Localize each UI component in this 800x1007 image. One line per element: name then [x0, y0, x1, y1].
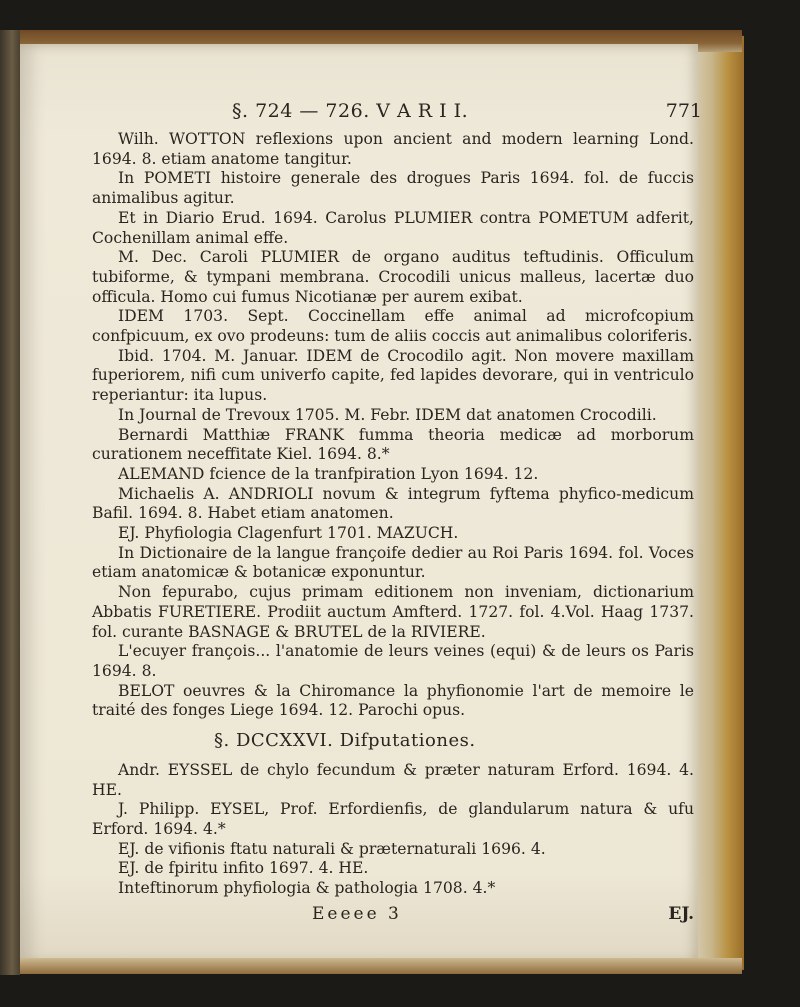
page-stack-edge	[692, 36, 744, 970]
running-header	[92, 100, 702, 126]
paragraph: IDEM 1703. Sept. Coccinellam effe animal ad microfcopium confpicuum, ex ovo prodeuns: tum de aliis coccis aut animalibus coloriferis.	[92, 307, 694, 346]
paragraph: Et in Diario Erud. 1694. Carolus PLUMIER contra POMETUM adferit, Cochenillam animal effe.	[92, 208, 694, 247]
paragraph: Ibid. 1704. M. Januar. IDEM de Crocodilo agit. Non movere maxillam fuperiorem, nifi cum univerfo capite, fed lapides devorare, qui in ventriculo reperiantur: ita lupus.	[92, 346, 694, 405]
catchword: EJ.	[668, 903, 694, 924]
paragraph: Andr. EYSSEL de chylo fecundum & præter naturam Erford. 1694. 4. HE.	[92, 760, 694, 799]
paragraph: In Dictionaire de la langue françoife dedier au Roi Paris 1694. fol. Voces etiam anatomicæ & botanicæ exponuntur.	[92, 543, 694, 582]
running-title: §. 724 — 726. V A R I I.	[232, 100, 469, 122]
page-number: 771	[665, 100, 702, 122]
section-heading: §. DCCXXVI. Difputationes.	[214, 730, 476, 752]
paragraph: Michaelis A. ANDRIOLI novum & integrum fyftema phyfico-medicum Bafil. 1694. 8. Habet etiam anatomen.	[92, 484, 694, 523]
book-binding	[0, 30, 20, 975]
paragraph: In Journal de Trevoux 1705. M. Febr. IDEM dat anatomen Crocodili.	[118, 405, 657, 424]
paragraph: Inteftinorum phyfiologia & pathologia 1708. 4.*	[118, 879, 496, 898]
paragraph: EJ. de fpiritu infito 1697. 4. HE.	[118, 859, 369, 878]
paragraph: Bernardi Matthiæ FRANK fumma theoria medicæ ad morborum curationem neceffitate Kiel. 1694. 8.*	[92, 425, 694, 464]
paragraph: ALEMAND fcience de la tranfpiration Lyon 1694. 12.	[118, 464, 539, 483]
paragraph: L'ecuyer françois... l'anatomie de leurs veines (equi) & de leurs os Paris 1694. 8.	[92, 642, 694, 680]
page-footer	[92, 905, 694, 931]
paragraph: M. Dec. Caroli PLUMIER de organo auditus teftudinis. Officulum tubiforme, & tympani membrana. Crocodili unicus malleus, lacertæ duo officula. Homo cui fumus Nicotianæ per aurem exibat.	[92, 248, 694, 306]
paragraph: Non fepurabo, cujus primam editionem non inveniam, dictionarium Abbatis FURETIERE. Prodiit auctum Amfterd. 1727. fol. 4.Vol. Haag 1737. fol. curante BASNAGE & BRUTEL de la RIVIERE.	[92, 583, 694, 641]
paragraph: Wilh. WOTTON reflexions upon ancient and modern learning Lond. 1694. 8. etiam anatome tangitur.	[92, 130, 694, 168]
paragraph: BELOT oeuvres & la Chiromance la phyfionomie l'art de memoire le traité des fonges Liege 1694. 12. Parochi opus.	[92, 681, 694, 720]
body-text	[92, 130, 694, 931]
bottom-edge	[20, 958, 742, 974]
paragraph: EJ. Phyfiologia Clagenfurt 1701. MAZUCH.	[118, 524, 459, 543]
paragraph: In POMETI histoire generale des drogues Paris 1694. fol. de fuccis animalibus agitur.	[92, 169, 694, 208]
paragraph: EJ. de vifionis ftatu naturali & præternaturali 1696. 4.	[118, 839, 546, 858]
signature-mark: Eeeee 3	[312, 903, 402, 924]
paragraph: J. Philipp. EYSEL, Prof. Erfordienfis, de glandularum natura & ufu Erford. 1694. 4.*	[92, 800, 694, 838]
